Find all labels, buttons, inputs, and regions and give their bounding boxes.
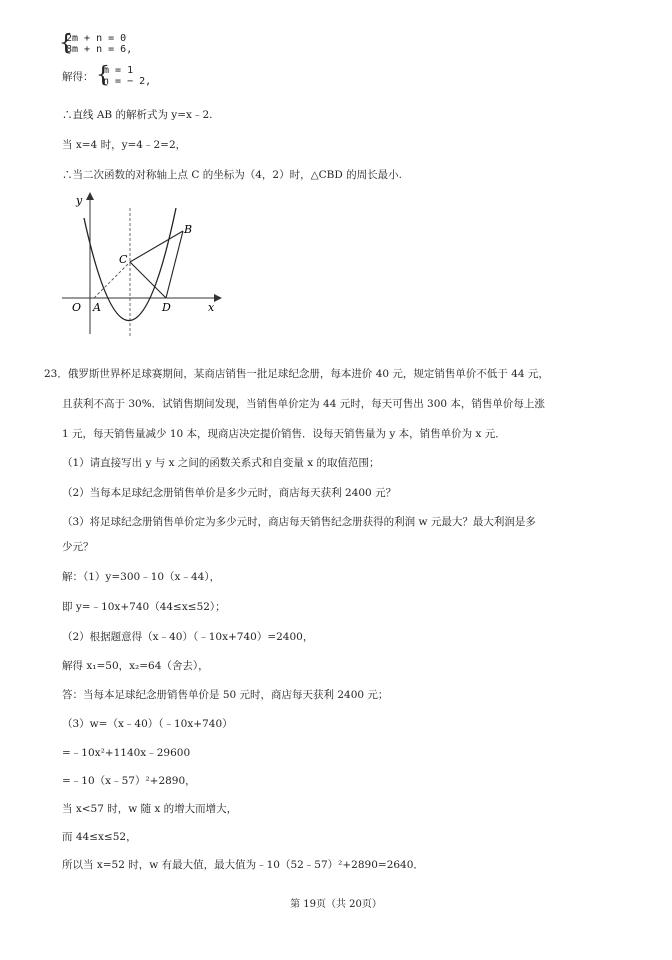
brace-symbol: { <box>96 63 110 88</box>
dashed-segment-ac <box>94 262 130 298</box>
solution-line: （3）w=（x﹣40）（﹣10x+740） <box>62 718 233 730</box>
brace-symbol: { <box>59 31 73 56</box>
label-d: D <box>162 301 171 314</box>
solution-line: 即 y=﹣10x+740（44≤x≤52）； <box>62 601 226 613</box>
problem-line: 且获利不高于 30%．试销售期间发现，当销售单价定为 44 元时，每天可售出 300 本，销售单价每上涨 <box>62 398 545 410</box>
x-axis-arrow <box>214 294 222 302</box>
equation-row-1: 2m + n = 0 <box>66 33 127 44</box>
text-line: 当 x=4 时，y=4﹣2=2， <box>62 139 187 151</box>
solution-line: 所以当 x=52 时，w 有最大值，最大值为﹣10（52﹣57）²+2890=2640． <box>62 859 424 871</box>
solve-prefix: 解得： <box>62 71 94 83</box>
equation-system <box>59 31 133 56</box>
solution-line: 解得 x₁=50，x₂=64（舍去）， <box>62 660 209 672</box>
problem-line: 1 元，每天销售量减少 10 本，现商店决定提价销售．设每天销售量为 y 本，销售单价为 x 元． <box>62 428 506 440</box>
problem-question-1: （1）请直接写出 y 与 x 之间的函数关系式和自变量 x 的取值范围； <box>62 457 380 469</box>
label-c: C <box>119 253 128 266</box>
solution-answer: 答：当每本足球纪念册销售单价是 50 元时，商店每天获利 2400 元； <box>62 689 389 701</box>
solution-line: 当 x<57 时，w 随 x 的增大而增大， <box>62 803 238 815</box>
solution-system <box>96 63 152 88</box>
label-o: O <box>72 301 82 314</box>
problem-question-3: （3）将足球纪念册销售单价定为多少元时，商店每天销售纪念册获得的利润 w 元最大？最大利润是多 <box>62 516 536 528</box>
solution-row-1: m = 1 <box>103 65 134 76</box>
solution-line: 而 44≤x≤52， <box>62 831 137 843</box>
problem-question-2: （2）当每本足球纪念册销售单价是多少元时，商店每天获利 2400 元？ <box>62 487 397 499</box>
page-footer: 第 19页（共 20页） <box>290 899 382 910</box>
segment-cd <box>130 262 166 298</box>
label-y: y <box>76 194 83 207</box>
problem-line: 少元？ <box>62 541 94 553</box>
y-axis-arrow <box>86 192 94 200</box>
problem-line: 23．俄罗斯世界杯足球赛期间，某商店销售一批足球纪念册，每本进价 40 元，规定销售单价不低于 44 元， <box>44 368 549 380</box>
text-line: ∴当二次函数的对称轴上点 C 的坐标为（4，2）时，△CBD 的周长最小. <box>62 169 402 181</box>
solution-line: 解：（1）y=300﹣10（x﹣44）， <box>62 571 221 583</box>
solution-row-2: n = − 2, <box>103 76 152 87</box>
equation-row-2: 8m + n = 6, <box>66 44 133 55</box>
solution-line: =﹣10x²+1140x﹣29600 <box>62 747 191 759</box>
text-line: ∴直线 AB 的解析式为 y=x﹣2. <box>62 109 213 121</box>
label-b: B <box>184 223 193 236</box>
label-a: A <box>93 301 101 314</box>
solution-line: （2）根据题意得（x﹣40）（﹣10x+740）=2400， <box>62 631 314 643</box>
function-graph <box>58 188 228 338</box>
segment-cb <box>130 231 183 262</box>
label-x: x <box>208 301 215 314</box>
solution-line: =﹣10（x﹣57）²+2890， <box>62 775 196 787</box>
